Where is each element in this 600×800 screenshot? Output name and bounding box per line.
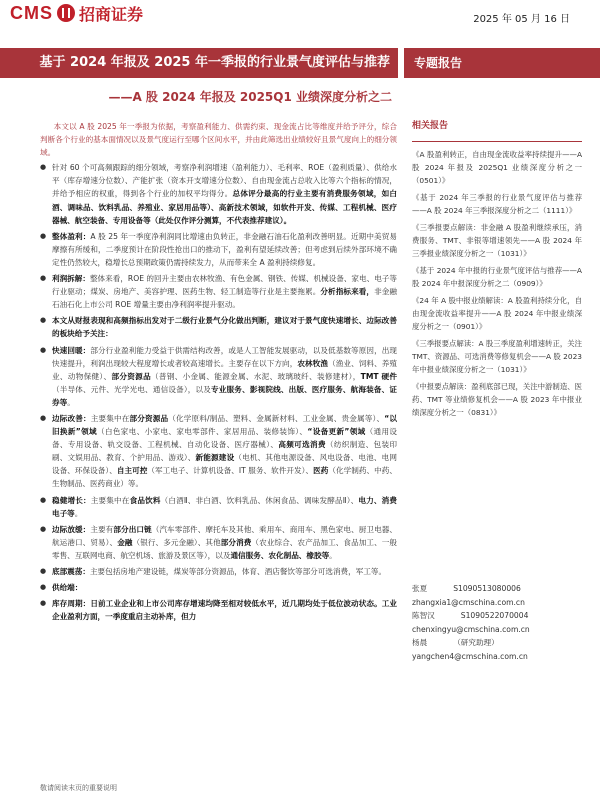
bullet-text: 本文从财报表现和高频指标出发对于二级行业景气分化做出判断，建议对于景气度快速增长、边际改善的板块给予关注： (52, 316, 397, 339)
analyst-name: 陈智汉 (412, 611, 435, 621)
related-report-item[interactable]: 《三季报要点解读：非金融 A 股盈利继续承压，消费服务、TMT、非银等增速领先——A 股 2024 年三季报业绩深度分析之一（1031）》 (412, 223, 582, 258)
bullet-text: 农林牧渔 (297, 358, 329, 368)
report-type-label: 专题报告 (404, 48, 600, 78)
bullet-text: 医药 (313, 466, 329, 476)
related-report-item[interactable]: 《基于 2024 年三季报的行业景气度评估与推荐——A 股 2024 年三季报深度分析之二（1111）》 (412, 193, 582, 215)
bullet-text: （化学原料/制品、塑料、金属新材料、工业金属、贵金属等）、 (168, 413, 385, 423)
report-title: 基于 2024 年报及 2025 年一季报的行业景气度评估与推荐 (0, 48, 398, 78)
bullet-text: TMT 硬件 (360, 371, 398, 381)
bullet-text: 部分出口链 (113, 524, 152, 534)
bullet-text: （通用设备、专用设备、轨交设备、工程机械、自动化设备、医疗器械）、 (52, 427, 397, 450)
analyst-email[interactable]: chenxingyu@cmschina.com.cn (412, 624, 530, 634)
bullet-item (40, 565, 397, 578)
summary-paragraph: 本文以 A 股 2025 年一季报为依据，考察盈利能力、供需约束、现金流占比等维度并给予评分，综合判断各个行业的基本面情况以及景气度运行至哪个区间水平，并由此筛选出业绩较好且景气度向上的细分领域。 (40, 122, 397, 158)
bullet-text: 底部震荡： (52, 567, 90, 576)
bullet-text: 分析指标来看， (320, 287, 375, 297)
analyst-row (412, 609, 582, 623)
logo-text-cn: 招商证券 (79, 4, 144, 24)
divider (412, 141, 582, 142)
bullet-item (40, 494, 397, 520)
brand-logo (10, 2, 143, 24)
bullet-item (40, 344, 397, 409)
bullet-text: （农业综合、农产品加工、食品加工、一般零售、互联网电商、航空机场、旅游及景区等），以及 (52, 537, 398, 560)
bullet-text: 利润拆解： (52, 274, 90, 284)
analyst-row (412, 636, 582, 650)
bullet-text: 食品饮料 (129, 495, 161, 505)
bullet-text: 主要集中在 (90, 495, 130, 505)
bullet-text: 供给端： (52, 583, 83, 593)
bullet-text: （汽车零部件、摩托车及其他、乘用车、商用车、黑色家电、厨卫电器、航运港口、贸易）、 (52, 524, 398, 547)
bullet-text: （纺织制造、包装印刷、文娱用品、教育、个护用品、游戏）、 (52, 440, 397, 463)
bullet-text: 。 (329, 550, 337, 560)
bullet-text: “以旧换新”领域 (52, 413, 398, 437)
report-subtitle: ——A 股 2024 年报及 2025Q1 业绩深度分析之二 (108, 90, 392, 104)
bullet-text: 稳健增长： (52, 495, 91, 505)
bullet-text: 非金融石油石化上市公司 ROE 增量主要由净利润率提升驱动。 (52, 287, 398, 310)
bullet-text: （化学制药、中药、生物制品、医药商业）等。 (52, 466, 397, 489)
bullet-text: 库存周期：日前工业企业和上市公司库存增速均降至相对较低水平，近几期均处于低位波动状态。工业企业盈利方面，一季度重启主动补库，但力 (52, 599, 397, 622)
bullet-text: （白酒Ⅱ、非白酒、饮料乳品、休闲食品、调味发酵品Ⅱ）、 (160, 495, 359, 505)
bullet-text: 针对 60 个可高频跟踪的细分领域，考察净利润增速（盈利能力）、毛利率、ROE（盈利质量）、供给水平（库存增速分位数）、产能扩张（资本开支增速分位数）、自由现金流占总收入比等六个指标的情况，并给予相应的权重，得到各个行业的加权平均得分。 (52, 163, 397, 199)
bullet-text: 整体来看，ROE 的回升主要由农林牧渔、有色金属、钢铁、传媒、机械设备、家电、电子等行业驱动；煤炭、房地产、美容护理、医药生物、轻工制造等行业是主要拖累。 (52, 274, 397, 297)
page-header (0, 0, 600, 30)
analyst-row (412, 582, 582, 596)
bullet-text: 主要包括房地产建设链，煤炭等部分资源品，体育、酒店餐饮等部分可选消费，军工等。 (89, 567, 387, 576)
bullet-text: （银行、多元金融）、其他 (132, 537, 221, 547)
analyst-email[interactable]: yangchen4@cmschina.com.cn (412, 651, 528, 661)
bullet-item (40, 523, 397, 562)
bullet-text: A 股 25 年一季度净利润同比增速由负转正，非金融石油石化盈利改善明显。近期中美贸易摩擦有所缓和，二季度预计在阶段性抢出口的推动下，盈利有望延续改善；但考虑到后续外部环境不确定性仍然较大，稳增长总预期政策仍需持续发力，从而带来全 A 盈利持续修复。 (52, 231, 397, 267)
bullet-item (40, 412, 397, 491)
bullet-text: 部分资源品 (111, 371, 151, 381)
related-report-item[interactable]: 《A 股盈利转正，自由现金流收益率持续提升——A 股 2024 年报及 2025Q1 业绩深度分析之一（0501）》 (412, 150, 582, 185)
bullet-text: （渔业、饲料、养殖业、动物保健）、 (52, 358, 398, 381)
logo-text-en: CMS (10, 2, 53, 23)
analyst-email[interactable]: zhangxia1@cmschina.com.cn (412, 597, 525, 607)
analyst-cert: S1090513080006 (453, 584, 521, 593)
related-report-item[interactable]: 《24 年 A 股中报业绩解读：A 股盈利持续分化，自由现金流收益率提升——A 股 2024 年中报业绩深度分析之一（0901）》 (412, 296, 582, 331)
analyst-name: 张夏 (412, 584, 428, 593)
bullet-item (40, 581, 397, 594)
bullet-item (40, 272, 397, 311)
main-content (40, 120, 397, 626)
bullet-item (40, 230, 397, 269)
bullet-list (40, 161, 397, 623)
bullet-text: 主要有 (90, 524, 114, 534)
bullet-text: 部分资源品 (129, 413, 169, 423)
bullet-text: 快速回暖： (52, 345, 91, 355)
analyst-cert: （研究助理） (453, 638, 499, 648)
bullet-text: “设备更新”领域 (307, 427, 366, 437)
analyst-cert: S1090522070004 (460, 611, 529, 621)
bullet-text: 通信服务、农化制品、橡胶等 (230, 550, 330, 560)
bullet-text: 整体盈利： (52, 231, 91, 241)
sidebar (412, 120, 582, 423)
bullet-text: 高频可选消费 (278, 440, 326, 450)
related-report-item[interactable]: 《三季报要点解读：A 股三季度盈利增速转正，关注 TMT、资源品、可选消费等修复机会——A 股 2023 年中报业绩深度分析之一（1031）》 (412, 339, 583, 374)
bullet-text: 边际改善： (52, 413, 91, 423)
related-reports-heading: 相关报告 (412, 121, 449, 131)
bullet-text: （电机、其他电源设备、风电设备、电池、电网设备、环保设备）、 (52, 453, 398, 476)
bullet-text: 新能源建设 (195, 453, 235, 463)
analyst-name: 杨晨 (412, 638, 428, 648)
bullet-text: 金融 (117, 537, 133, 547)
page-footer: 敬请阅读末页的重要说明 (40, 784, 117, 792)
bullet-text: 边际放缓： (52, 524, 91, 534)
bullet-text: （白色家电、小家电、家电零部件、家居用品、装修装饰）、 (97, 427, 308, 437)
report-date: 2025 年 05 月 16 日 (473, 14, 570, 25)
bullet-text: 专业服务、影视院线、出版、医疗服务、航海装备、证券等 (52, 384, 397, 407)
bullet-text: 主要集中在 (90, 413, 130, 423)
related-reports-list (412, 148, 582, 419)
bullet-text: 。 (74, 508, 83, 518)
bullet-text: 电力、消费电子等 (52, 495, 398, 518)
bullet-item (40, 597, 397, 623)
bullet-text: 部分消费 (220, 537, 252, 547)
analyst-block (412, 582, 582, 664)
bullet-text: （半导体、元件、光学光电、通信设备），以及 (52, 384, 212, 394)
bullet-text: （普钢、小金属、能源金属、水泥、玻璃玻纤、装修建材）， (150, 371, 361, 381)
bullet-text: 。 (67, 397, 75, 407)
bullet-text: 部分行业盈利能力受益于供需结构改善，或是人工智能发展驱动，以及低基数等原因，出现快速提升，利润出现较大程度增长或者较高速增长。主要存在以下方向， (52, 345, 397, 368)
related-report-item[interactable]: 《基于 2024 年中报的行业景气度评估与推荐——A 股 2024 年中报深度分析之二（0909）》 (412, 266, 582, 288)
bullet-text: （军工电子、计算机设备、IT 服务、软件开发）、 (147, 466, 314, 476)
bullet-text: 总体评分最高的行业主要有消费服务领域，如白酒、调味品、饮料乳品、养殖业、家居用品等）、高新技术领域，如软件开发、传媒、工程机械、医疗器械、航空装备、专用设备等（此处仅作评分测算，不代表推荐建议）。 (52, 189, 398, 225)
bullet-item (40, 314, 397, 340)
related-report-item[interactable]: 《中报要点解读：盈利底部已现，关注中游制造、医药、TMT 等业绩修复机会——A 股 2023 年中报业绩深度分析之一（0831）》 (412, 382, 582, 417)
bullet-text: 自主可控 (116, 466, 148, 476)
logo-mark-icon (57, 4, 75, 22)
bullet-item (40, 161, 397, 226)
